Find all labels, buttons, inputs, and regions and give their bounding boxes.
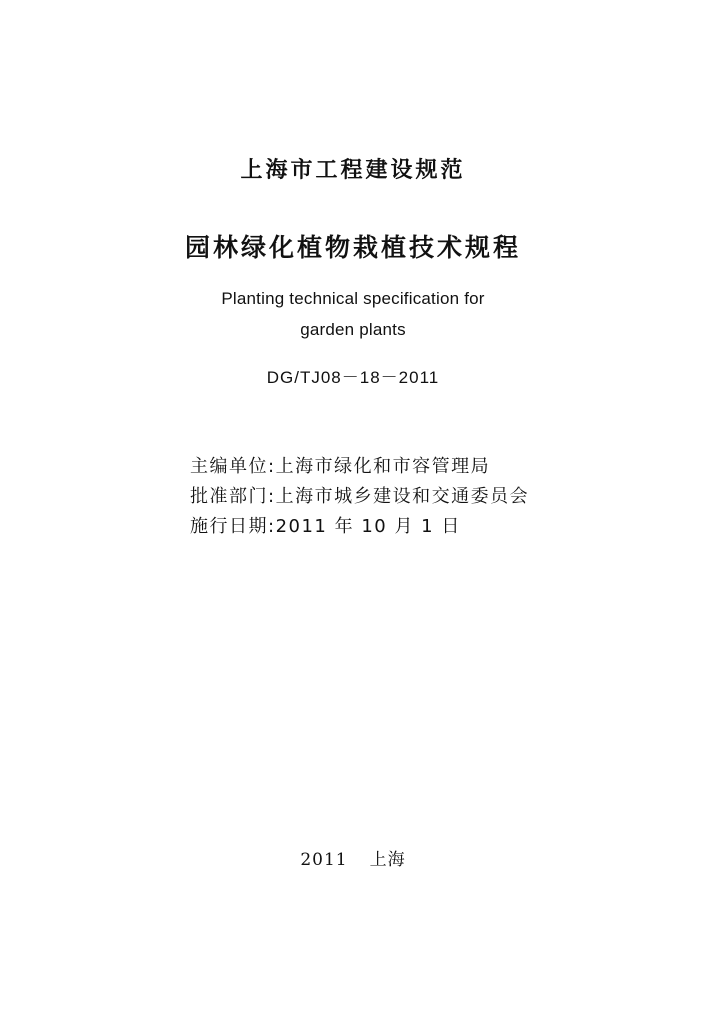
standard-code: DG/TJ08－18－2011 xyxy=(266,368,440,387)
editor-unit: 主编单位:上海市绿化和市容管理局 xyxy=(190,456,491,477)
main-title: 园林绿化植物栽植技术规程 xyxy=(184,233,521,262)
publication-year: 2011 xyxy=(300,850,348,870)
publication-footer xyxy=(0,845,706,870)
english-title-line-2: garden plants xyxy=(300,320,406,339)
effective-date: 施行日期:2011 年 10 月 1 日 xyxy=(190,516,461,537)
publication-city: 上海 xyxy=(369,850,406,870)
series-title: 上海市工程建设规范 xyxy=(240,158,466,183)
approval-department: 批准部门:上海市城乡建设和交通委员会 xyxy=(190,486,530,507)
english-title-line-1: Planting technical specification for xyxy=(221,289,485,308)
